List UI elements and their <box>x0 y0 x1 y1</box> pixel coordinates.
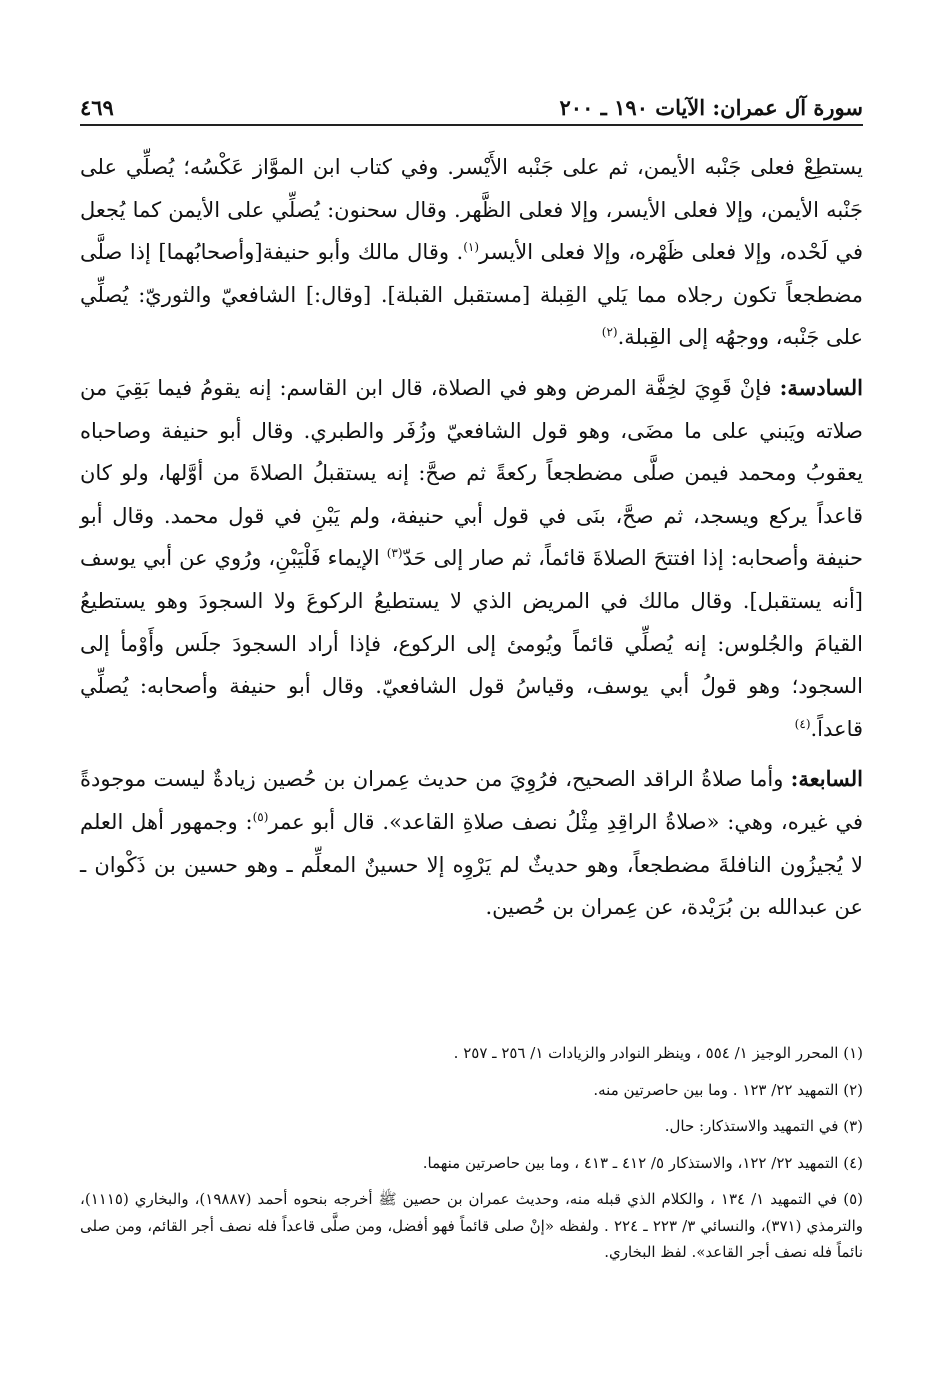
footnote-2: (٢) التمهيد ٢٢/ ١٢٣ . وما بين حاصرتين منه. <box>593 1080 863 1099</box>
footnote-1: (١) المحرر الوجيز ١/ ٥٥٤ ، وينظر النوادر والزيادات ١/ ٢٥٦ ـ ٢٥٧ . <box>453 1044 863 1062</box>
paragraph-text: : وجمهور أهل العلم لا يُجيزُون النافلةَ مضطجعاً، وهو حديثٌ لم يَرْوِه إلا حسينٌ المعلِّم ـ وهو حسين بن ذَكْوان ـ عن عبدالله بن بُرَيْدة، عن عِمران بن حُصين. <box>80 809 863 920</box>
footnote-marker: (٤) <box>794 716 811 731</box>
section-lead: السابعة: <box>790 766 863 792</box>
page-header <box>80 86 863 120</box>
paragraph-text: . وقال مالك وأبو حنيفة[وأصحابُهما] إذا صلَّى مضطجعاً تكون رجلاه مما يَلي القِبلة [مستقبل القبلة]. [وقال:] الشافعيّ والثوريّ: يُصلِّي على جَنْبه، ووجهُه إلى القِبلة. <box>80 240 863 350</box>
paragraph-text: الإيماء فَلْيَبْنِ، ورُوي عن أبي يوسف [أنه يستقبل]. وقال مالك في المريض الذي لا يستطيعُ الركوعَ ولا السجودَ وهو يستطيعُ القيامَ والجُلوس: إنه يُصلِّي قائماً ويُومئ إلى الركوع، فإذا أراد السجودَ جلَس وأَوْمأ إلى السجود؛ وهو قولُ أبي يوسف، وقياسُ قول الشافعيّ. وقال أبو حنيفة وأصحابه: يُصلِّي قاعداً. <box>80 546 863 741</box>
footnotes <box>80 1040 863 1276</box>
footnote-marker: (٣) <box>386 546 403 561</box>
paragraph-sixth <box>80 367 863 750</box>
paragraph-text: فإنْ قَوِيَ لخِفَّة المرض وهو في الصلاة، قال ابن القاسم: إنه يقومُ فيما بَقِيَ من صلاته ويَبني على ما مضَى، وهو قول الشافعيّ وزُفَر والطبري. وقال أبو حنيفة وصاحباه يعقوبُ ومحمد فيمن صلَّى مضطجعاً ركعةً ثم صحَّ: إنه يستقبلُ الصلاةَ من أوَّلها، ولو كان قاعداً يركع ويسجد، ثم صحَّ، بنَى في قول أبي حنيفة، ولم يَبْنِ في قول محمد. وقال أبو حنيفة وأصحابه: إذا افتتحَ الصلاةَ قائماً، ثم صار إلى حَدّ <box>80 375 864 571</box>
footnote-4: (٤) التمهيد ٢٢/ ١٢٢، والاستذكار ٥/ ٤١٢ ـ ٤١٣ ، وما بين حاصرتين منهما. <box>422 1153 863 1172</box>
footnote-3: (٣) في التمهيد والاستذكار: حال. <box>664 1117 863 1135</box>
paragraph-text: يستطِعْ فعلى جَنْبه الأيمن، ثم على جَنْبه الأَيْسر. وفي كتاب ابن الموَّاز عَكْسُه؛ يُصلِّي على جَنْبه الأيمن، وإلا فعلى الأيسر، وإلا فعلى الظَّهر. وقال سحنون: يُصلِّي على الأيمن كما يُجعل في لَحْده، وإلا فعلى ظَهْره، وإلا فعلى الأيسر <box>80 155 864 265</box>
running-header-title: سورة آل عمران: الآيات ١٩٠ ـ ٢٠٠ <box>559 95 863 120</box>
header-rule <box>80 124 863 126</box>
page-number: ٤٦٩ <box>80 95 114 120</box>
main-text <box>80 146 863 929</box>
paragraph-continuation <box>80 146 863 359</box>
footnote-marker: (٢) <box>601 325 618 340</box>
paragraph-seventh <box>80 758 863 928</box>
footnote-marker: (١) <box>463 240 480 255</box>
paragraph-text: وأما صلاةُ الراقد الصحيح، فرُوِيَ من حديث عِمران بن حُصين زيادةٌ ليست موجودةً في غيره، وهي: «صلاةُ الراقِدِ مِثْلُ نصف صلاةِ القاعد». قال أبو عمر <box>80 767 863 834</box>
section-lead: السادسة: <box>779 374 863 400</box>
footnote-marker: (٥) <box>252 809 269 824</box>
footnote-5: (٥) في التمهيد ١/ ١٣٤ ، والكلام الذي قبله منه، وحديث عمران بن حصين ﷺ أخرجه بنحوه أحمد (١٩٨٨٧)، والبخاري (١١١٥)، والترمذي (٣٧١)، والنسائي ٣/ ٢٢٣ ـ ٢٢٤ . ولفظه «إنْ صلى قائماً فهو أفضل، ومن صلَّى قاعداً فله نصف أجر القائم، ومن صلى نائماً فله نصف أجر القاعد». لفظ البخاري. <box>80 1190 863 1261</box>
